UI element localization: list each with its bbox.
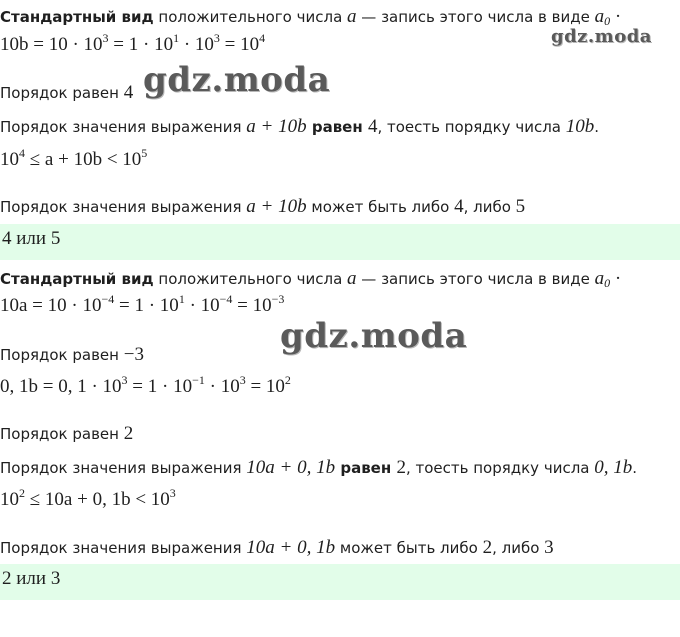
part2-possible-orders-line: Порядок значения выражения 10a + 0, 1b может быть либо 2, либо 3 xyxy=(0,537,554,558)
dot-operator: · xyxy=(610,268,622,289)
part1-definition-line xyxy=(0,6,621,28)
watermark-top-right: gdz.moda xyxy=(551,26,652,47)
definition-text-2: — запись этого числа в виде xyxy=(356,8,595,26)
part1-expression-order-line: Порядок значения выражения a + 10b равен 4, тоесть порядку числа 10b. xyxy=(0,116,600,137)
part1-possible-orders-line: Порядок значения выражения a + 10b может быть либо 4, либо 5 xyxy=(0,196,526,217)
var-a: a xyxy=(347,6,357,27)
part2-inequality: $10^2 \le 10a + 0$, $1b < 10^3$ xyxy=(0,486,176,510)
part2-formula-0-1b: 0, 1b = 0, $1 \cdot 10^3 = 1 \cdot 10^{-1} \cdot 10^3 = 10^2$ xyxy=(0,373,291,397)
definition-text: положительного числа xyxy=(153,270,348,288)
term-standard-form: Стандартный вид xyxy=(0,8,154,26)
part2-order-line-2: Порядок равен 2 xyxy=(0,423,134,444)
var-a: a xyxy=(347,268,357,289)
part1-order-line: Порядок равен 4 xyxy=(0,82,134,103)
answer-text: 2 или 3 xyxy=(2,568,61,589)
watermark-middle-top: gdz.moda xyxy=(143,60,331,100)
part2-formula-10a: $10a = 10 \cdot 10^{-4} = 1 \cdot 10^1 \cdot 10^{-4} = 10^{-3}$ xyxy=(0,292,285,316)
definition-text-2: — запись этого числа в виде xyxy=(356,270,595,288)
part2-answer xyxy=(0,564,680,600)
part1-inequality: $10^4 \le a + 10b < 10^5$ xyxy=(0,146,148,170)
var-a0: $a_0$ xyxy=(594,6,611,28)
dot-operator: · xyxy=(610,6,622,27)
part2-definition-line xyxy=(0,268,621,290)
part1-answer xyxy=(0,224,680,260)
part1-formula-10b: $10b = 10 \cdot 10^3 = 1 \cdot 10^1 \cdot 10^3 = 10^4$ xyxy=(0,31,266,55)
watermark-middle: gdz.moda xyxy=(280,316,468,356)
part2-order-line-1: Порядок равен −3 xyxy=(0,344,144,365)
var-a0: $a_0$ xyxy=(594,268,611,290)
answer-text: 4 или 5 xyxy=(2,228,61,249)
term-standard-form: Стандартный вид xyxy=(0,270,154,288)
definition-text: положительного числа xyxy=(153,8,348,26)
part2-expression-order-line: Порядок значения выражения 10a + 0, 1b равен 2, тоесть порядку числа 0, 1b. xyxy=(0,457,638,478)
